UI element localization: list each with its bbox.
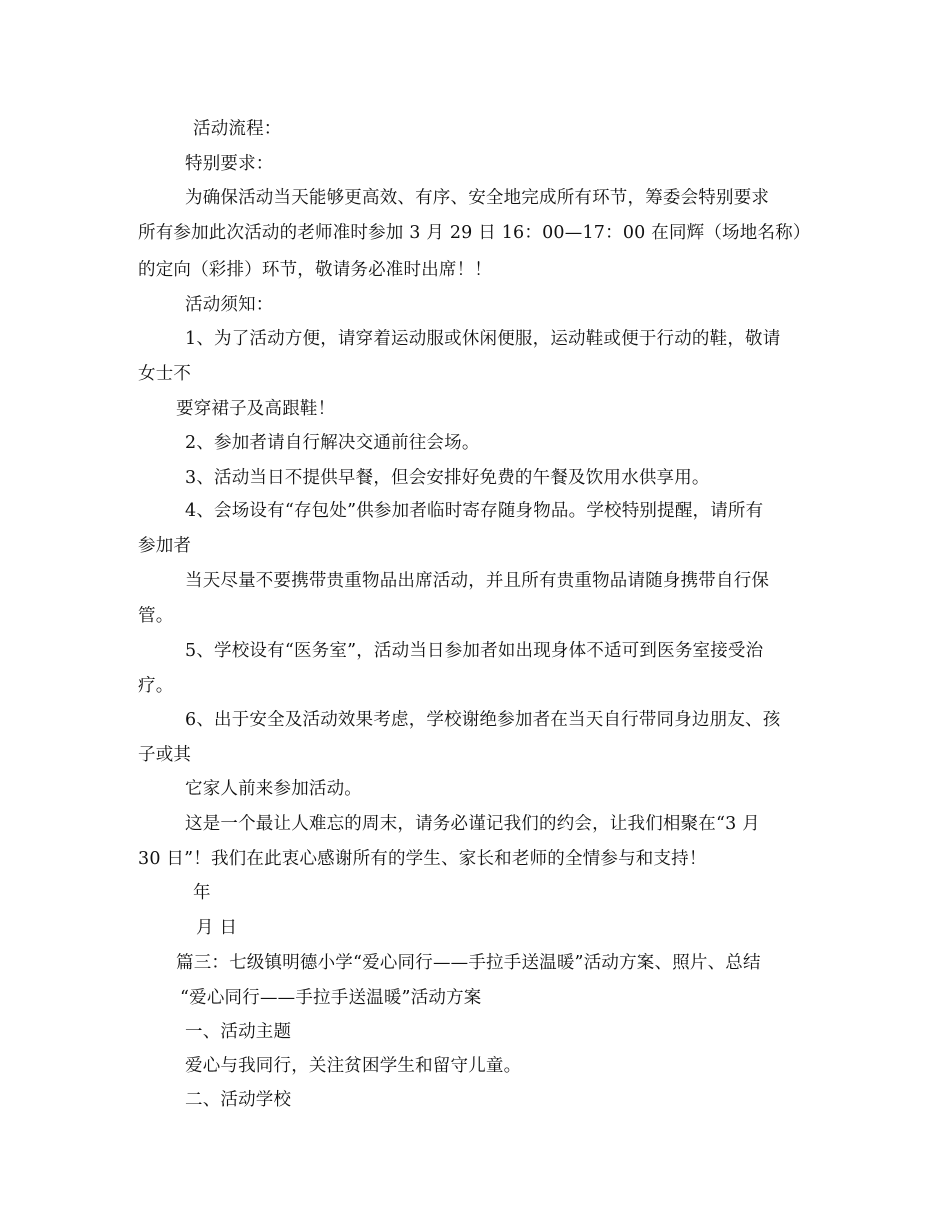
date-year-label: 年	[193, 883, 211, 903]
text-line: 二、活动学校	[185, 1090, 292, 1110]
section-heading: 篇三：七级镇明德小学“爱心同行——手拉手送温暖”活动方案、照片、总结	[176, 953, 761, 973]
text-line: 它家人前来参加活动。	[185, 779, 362, 799]
text-line: 参加者	[138, 536, 192, 556]
text-line: 2、参加者请自行解决交通前往会场。	[185, 433, 480, 453]
text-line: 4、会场设有“存包处”供参加者临时寄存随身物品。学校特别提醒，请所有	[185, 501, 764, 521]
text-line: 30 日”！我们在此衷心感谢所有的学生、家长和老师的全情参与和支持！	[138, 849, 707, 869]
text-line: 6、出于安全及活动效果考虑，学校谢绝参加者在当天自行带同身边朋友、孩	[185, 710, 781, 730]
text-line: 当天尽量不要携带贵重物品出席活动，并且所有贵重物品请随身携带自行保	[185, 571, 770, 591]
text-line: 这是一个最让人难忘的周末，请务必谨记我们的约会，让我们相聚在“3 月	[185, 814, 760, 834]
section-subtitle: “爱心同行——手拉手送温暖”活动方案	[180, 988, 482, 1008]
text-line: 5、学校设有“医务室”，活动当日参加者如出现身体不适可到医务室接受治	[185, 641, 764, 661]
text-line: 女士不	[138, 364, 192, 384]
text-line: 3、活动当日不提供早餐，但会安排好免费的午餐及饮用水供享用。	[185, 468, 710, 488]
text-line: 活动流程：	[193, 119, 282, 139]
text-line: 活动须知：	[185, 295, 274, 315]
text-line: 的定向（彩排）环节，敬请务必准时出席！！	[138, 260, 492, 280]
text-line: 疗。	[138, 676, 174, 696]
text-line: 1、为了活动方便，请穿着运动服或休闲便服，运动鞋或便于行动的鞋，敬请	[185, 329, 781, 349]
text-line: 为确保活动当天能够更高效、有序、安全地完成所有环节，筹委会特别要求	[185, 188, 770, 208]
text-line: 要穿裙子及高跟鞋！	[176, 399, 336, 419]
text-line: 管。	[138, 606, 174, 626]
text-line: 爱心与我同行，关注贫困学生和留守儿童。	[185, 1056, 522, 1076]
text-line: 一、活动主题	[185, 1022, 292, 1042]
text-line: 子或其	[138, 745, 192, 765]
text-line: 所有参加此次活动的老师准时参加 3 月 29 日 16：00—17：00 在同辉（场地名称）	[138, 223, 811, 243]
date-month-day-label: 月 日	[196, 918, 238, 938]
text-line: 特别要求：	[185, 154, 274, 174]
